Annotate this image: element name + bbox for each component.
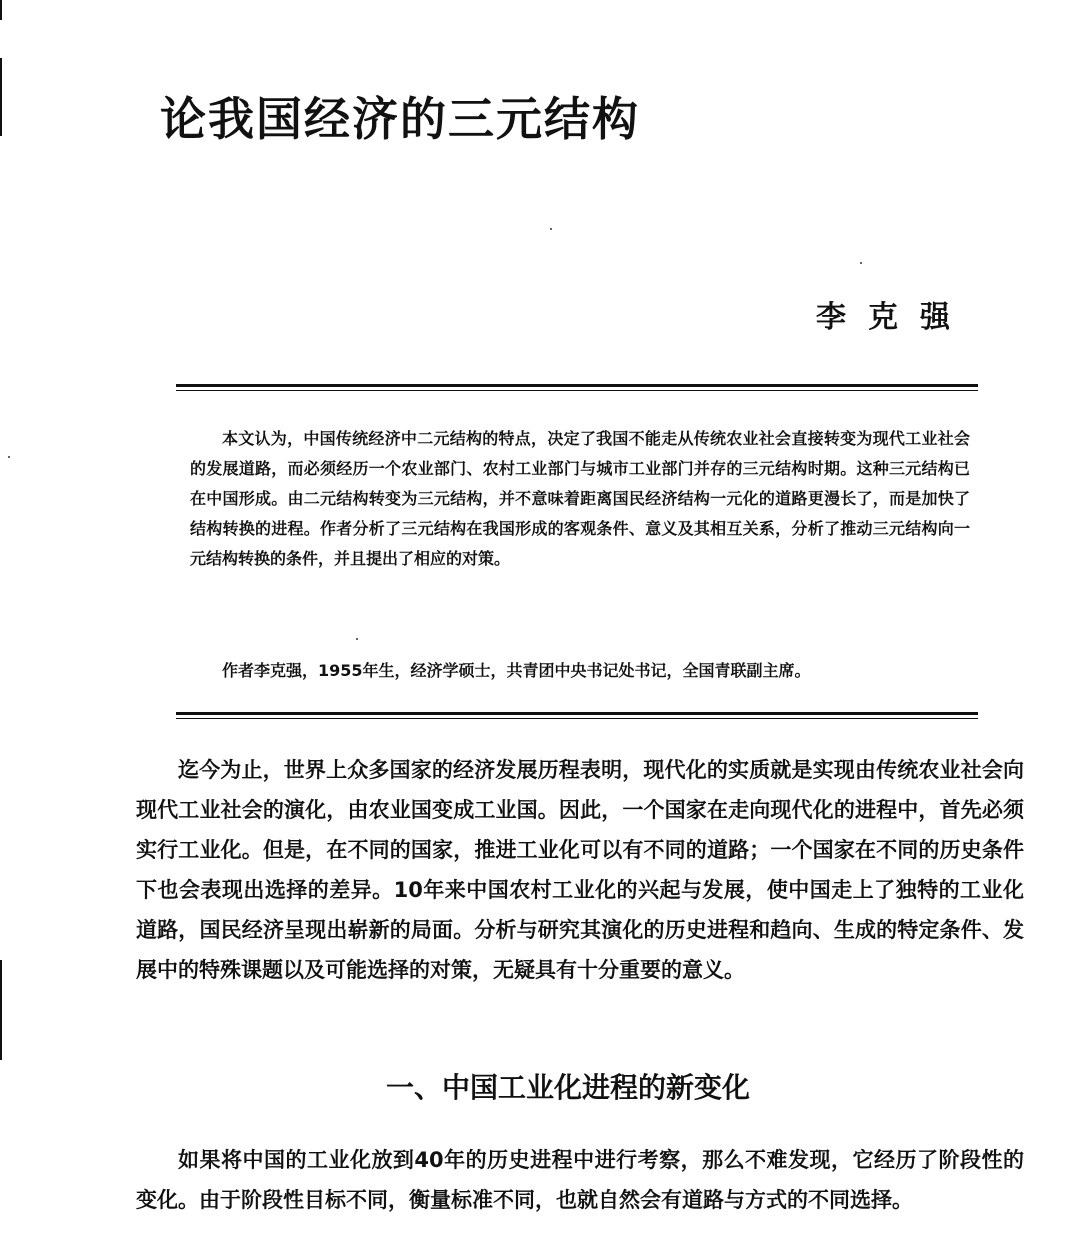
scan-edge-mark-upper — [0, 58, 2, 136]
abstract-top-rule — [176, 384, 978, 391]
abstract-bottom-rule — [176, 712, 978, 719]
scan-speck — [550, 228, 552, 230]
intro-paragraph: 迄今为止，世界上众多国家的经济发展历程表明，现代化的实质就是实现由传统农业社会向现代工业社会的演化，由农业国变成工业国。因此，一个国家在走向现代化的进程中，首先必须实行工业化。但是，在不同的国家，推进工业化可以有不同的道路；一个国家在不同的历史条件下也会表现出选择的差异。10年来中国农村工业化的兴起与发展，使中国走上了独特的工业化道路，国民经济呈现出崭新的局面。分析与研究其演化的历史进程和趋向、生成的特定条件、发展中的特殊课题以及可能选择的对策，无疑具有十分重要的意义。 — [136, 758, 1024, 982]
scan-speck — [356, 638, 358, 640]
article-title: 论我国经济的三元结构 — [160, 91, 640, 146]
article-author: 李克强 — [816, 300, 972, 335]
scan-edge-mark-lower — [0, 960, 2, 1060]
author-bio: 作者李克强，1955年生，经济学硕士，共青团中央书记处书记，全国青联副主席。 — [222, 661, 811, 680]
scan-speck — [8, 456, 10, 458]
section-paragraph: 如果将中国的工业化放到40年的历史进程中进行考察，那么不难发现，它经历了阶段性的变化。由于阶段性目标不同，衡量标准不同，也就自然会有道路与方式的不同选择。 — [136, 1148, 1024, 1212]
abstract-summary: 本文认为，中国传统经济中二元结构的特点，决定了我国不能走从传统农业社会直接转变为现代工业社会的发展道路，而必须经历一个农业部门、农村工业部门与城市工业部门并存的三元结构时期。这种三元结构已在中国形成。由二元结构转变为三元结构，并不意味着距离国民经济结构一元化的道路更漫长了，而是加快了结构转换的进程。作者分析了三元结构在我国形成的客观条件、意义及其相互关系，分析了推动三元结构向一元结构转换的条件，并且提出了相应的对策。 — [190, 429, 970, 568]
section-heading: 一、中国工业化进程的新变化 — [386, 1071, 751, 1104]
scan-edge-mark-top — [0, 0, 2, 20]
scan-speck — [860, 262, 862, 264]
